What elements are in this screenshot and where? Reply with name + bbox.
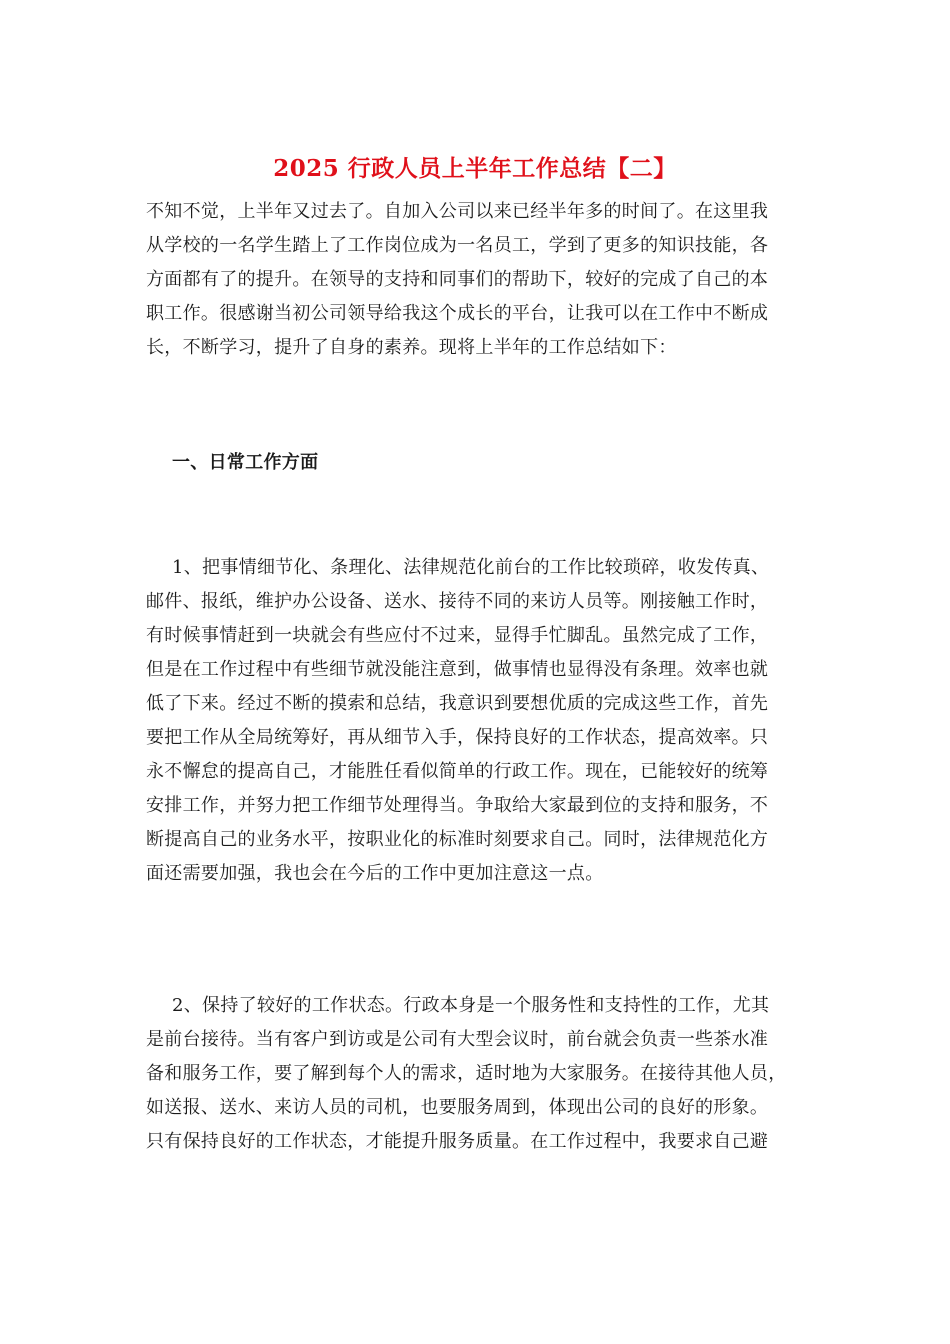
section-heading: 一、日常工作方面 — [172, 452, 319, 473]
item-1-line: 低了下来。经过不断的摸索和总结，我意识到要想优质的完成这些工作，首先 — [146, 693, 769, 714]
item-1-line: 邮件、报纸，维护办公设备、送水、接待不同的来访人员等。刚接触工作时， — [146, 591, 769, 612]
item-1-line: 1、把事情细节化、条理化、法律规范化前台的工作比较琐碎，收发传真、 — [172, 557, 770, 578]
item-2-paragraph — [146, 989, 808, 1159]
item-2-line: 备和服务工作，要了解到每个人的需求，适时地为大家服务。在接待其他人员， — [146, 1063, 787, 1084]
item-1-line: 有时候事情赶到一块就会有些应付不过来，显得手忙脚乱。虽然完成了工作， — [146, 625, 769, 646]
intro-line: 方面都有了的提升。在领导的支持和同事们的帮助下，较好的完成了自己的本 — [146, 269, 769, 290]
intro-line: 职工作。很感谢当初公司领导给我这个成长的平台，让我可以在工作中不断成 — [146, 303, 769, 324]
item-1-line: 面还需要加强，我也会在今后的工作中更加注意这一点。 — [146, 863, 604, 884]
item-2-line: 如送报、送水、来访人员的司机，也要服务周到，体现出公司的良好的形象。 — [146, 1097, 769, 1118]
intro-line: 不知不觉，上半年又过去了。自加入公司以来已经半年多的时间了。在这里我 — [146, 201, 769, 222]
intro-line: 长，不断学习，提升了自身的素养。现将上半年的工作总结如下： — [146, 337, 677, 358]
item-1-line: 要把工作从全局统筹好，再从细节入手，保持良好的工作状态，提高效率。只 — [146, 727, 769, 748]
item-1-line: 永不懈怠的提高自己，才能胜任看似简单的行政工作。现在，已能较好的统筹 — [146, 761, 769, 782]
item-2-line: 2、保持了较好的工作状态。行政本身是一个服务性和支持性的工作，尤其 — [172, 995, 770, 1016]
intro-paragraph — [146, 195, 808, 365]
item-2-line: 是前台接待。当有客户到访或是公司有大型会议时，前台就会负责一些茶水准 — [146, 1029, 769, 1050]
item-1-line: 但是在工作过程中有些细节就没能注意到，做事情也显得没有条理。效率也就 — [146, 659, 769, 680]
item-1-paragraph — [146, 551, 808, 891]
item-2-line: 只有保持良好的工作状态，才能提升服务质量。在工作过程中，我要求自己避 — [146, 1131, 769, 1152]
intro-line: 从学校的一名学生踏上了工作岗位成为一名员工，学到了更多的知识技能，各 — [146, 235, 769, 256]
item-1-line: 断提高自己的业务水平，按职业化的标准时刻要求自己。同时，法律规范化方 — [146, 829, 769, 850]
document-title: 2025 行政人员上半年工作总结【二】 — [273, 155, 677, 182]
item-1-line: 安排工作，并努力把工作细节处理得当。争取给大家最到位的支持和服务，不 — [146, 795, 769, 816]
